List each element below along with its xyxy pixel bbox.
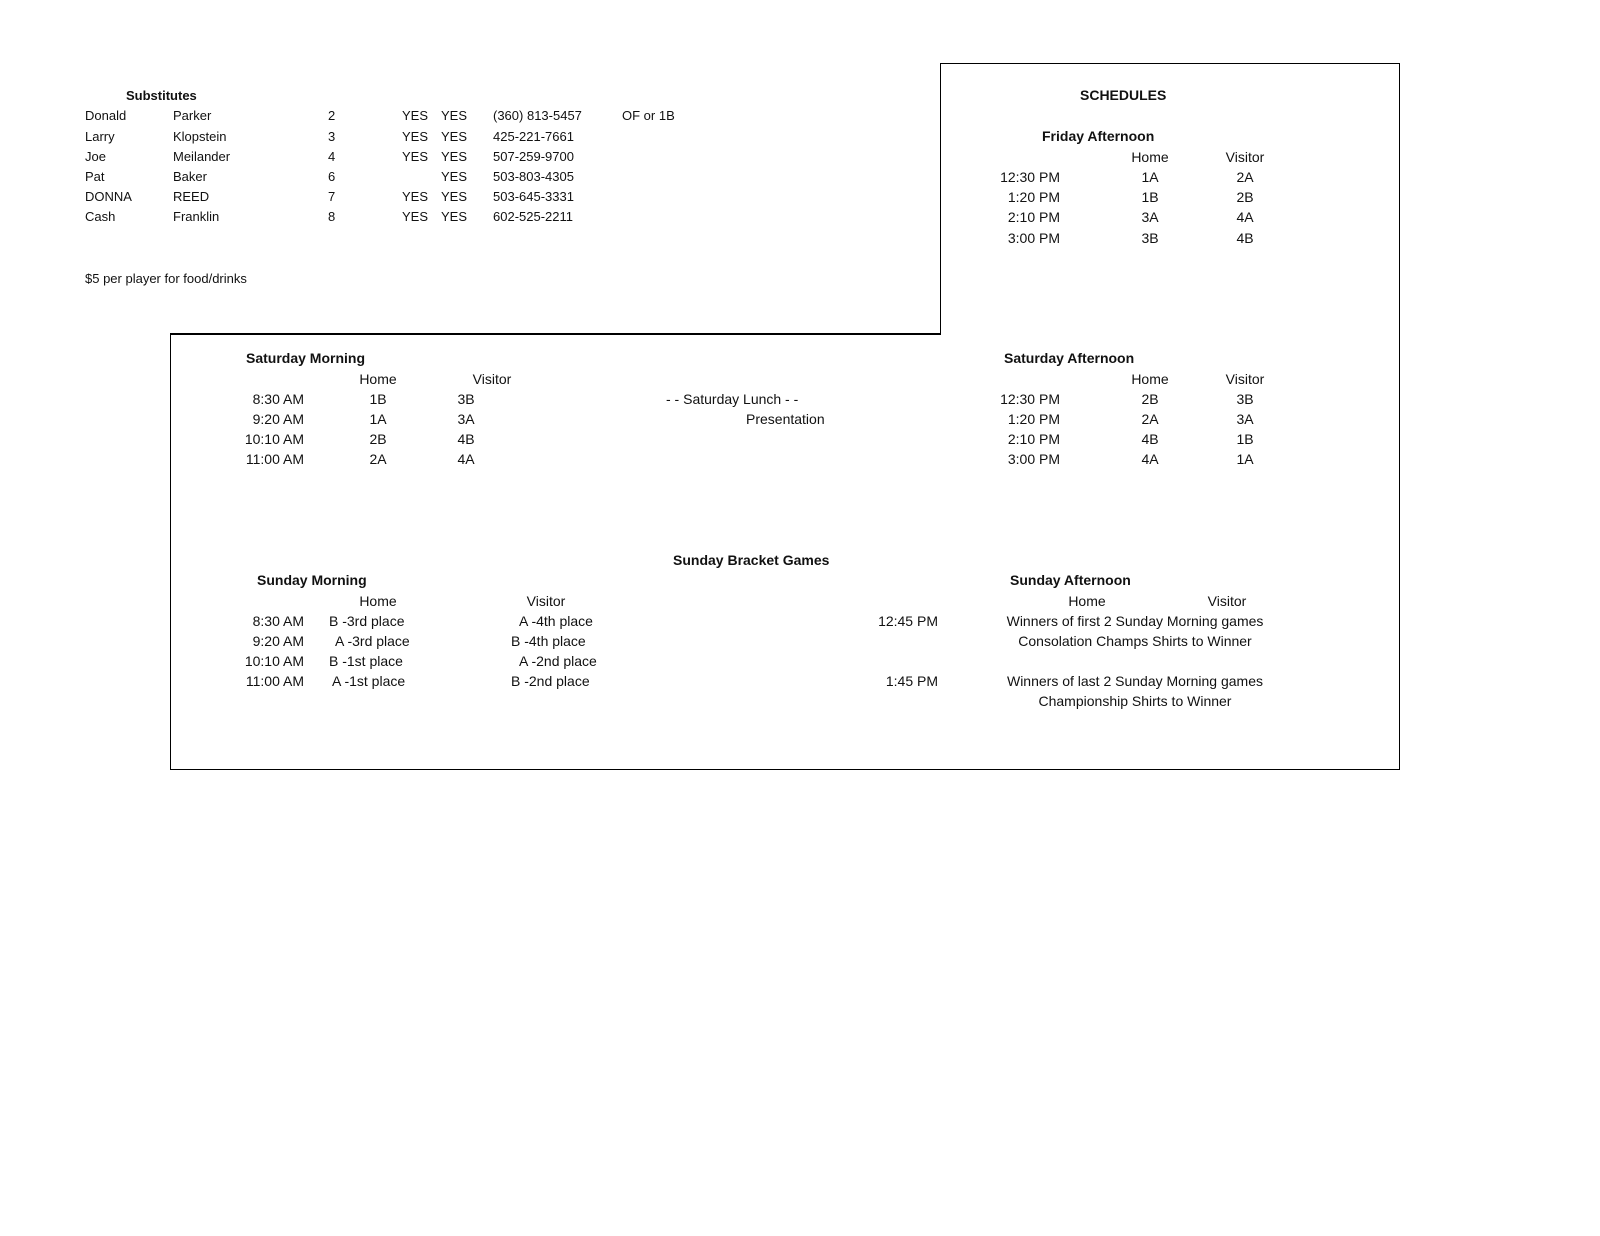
home-team: B -3rd place <box>329 613 405 629</box>
home-team: 1B <box>369 391 387 407</box>
sub-phone: 503-803-4305 <box>493 169 574 184</box>
home-column-header: Home <box>1131 149 1169 165</box>
visitor-column-header: Visitor <box>1207 593 1247 609</box>
visitor-column-header: Visitor <box>526 593 566 609</box>
sub-number: 2 <box>328 108 336 123</box>
sub-col-2: YES <box>441 189 468 204</box>
visitor-column-header: Visitor <box>1225 371 1265 387</box>
game-time: 12:30 PM <box>1000 391 1060 407</box>
sub-phone: 602-525-2211 <box>493 209 573 224</box>
game-time: 12:30 PM <box>1000 169 1060 185</box>
visitor-team: 2B <box>1236 189 1254 205</box>
visitor-team: A -4th place <box>519 613 593 629</box>
sub-col-1: YES <box>402 149 429 164</box>
sub-col-2: YES <box>441 209 468 224</box>
sub-col-2: YES <box>441 149 468 164</box>
home-team: 2B <box>369 431 387 447</box>
sub-last-name: REED <box>173 189 210 204</box>
sunday-morning-title: Sunday Morning <box>257 572 367 588</box>
saturday-lunch-presentation: Presentation <box>746 411 825 427</box>
sub-first-name: DONNA <box>85 189 132 204</box>
game-time: 9:20 AM <box>252 411 304 427</box>
visitor-team: B -2nd place <box>511 673 590 689</box>
home-column-header: Home <box>359 593 397 609</box>
sub-col-2: YES <box>441 108 468 123</box>
game-time: 10:10 AM <box>244 431 304 447</box>
sunday-afternoon-title: Sunday Afternoon <box>1010 572 1131 588</box>
matchup-description: Winners of last 2 Sunday Morning games <box>1006 673 1263 689</box>
sub-first-name: Pat <box>85 169 105 184</box>
saturday-afternoon-title: Saturday Afternoon <box>1004 350 1135 366</box>
sub-phone: 425-221-7661 <box>493 129 574 144</box>
home-team: B -1st place <box>329 653 403 669</box>
sub-first-name: Larry <box>85 129 115 144</box>
home-column-header: Home <box>1131 371 1169 387</box>
sub-last-name: Franklin <box>173 209 220 224</box>
schedules-box-divider <box>170 333 941 335</box>
sub-phone: 503-645-3331 <box>493 189 574 204</box>
sub-col-1: YES <box>402 108 429 123</box>
home-team: 1B <box>1141 189 1159 205</box>
game-time: 1:20 PM <box>1007 189 1060 205</box>
sub-last-name: Parker <box>173 108 212 123</box>
game-time: 2:10 PM <box>1007 431 1060 447</box>
sub-number: 6 <box>328 169 336 184</box>
saturday-lunch-label: - - Saturday Lunch - - <box>666 391 799 407</box>
home-team: 1A <box>1141 169 1159 185</box>
sub-position: OF or 1B <box>622 108 675 123</box>
home-team: A -3rd place <box>335 633 410 649</box>
visitor-team: 4B <box>1236 230 1254 246</box>
sub-last-name: Klopstein <box>173 129 227 144</box>
sub-col-2: YES <box>441 169 468 184</box>
game-time: 3:00 PM <box>1007 230 1060 246</box>
game-time: 1:45 PM <box>885 673 938 689</box>
home-team: 4A <box>1141 451 1159 467</box>
home-team: 2A <box>369 451 387 467</box>
food-note: $5 per player for food/drinks <box>85 271 247 286</box>
friday-afternoon-title: Friday Afternoon <box>1042 128 1155 144</box>
home-team: 4B <box>1141 431 1159 447</box>
game-time: 11:00 AM <box>245 673 304 689</box>
visitor-team: 4A <box>1236 209 1254 225</box>
substitutes-heading: Substitutes <box>126 88 197 103</box>
game-time: 12:45 PM <box>878 613 938 629</box>
game-time: 8:30 AM <box>252 613 304 629</box>
sub-col-2: YES <box>441 129 468 144</box>
game-time: 11:00 AM <box>245 451 304 467</box>
game-time: 9:20 AM <box>252 633 304 649</box>
matchup-description: Winners of first 2 Sunday Morning games <box>1006 613 1264 629</box>
sub-number: 7 <box>328 189 336 204</box>
sub-first-name: Donald <box>85 108 127 123</box>
visitor-team: 3B <box>457 391 475 407</box>
sub-first-name: Cash <box>85 209 116 224</box>
home-team: 2A <box>1141 411 1159 427</box>
home-team: 1A <box>369 411 387 427</box>
home-column-header: Home <box>359 371 397 387</box>
game-time: 2:10 PM <box>1007 209 1060 225</box>
prize-description: Consolation Champs Shirts to Winner <box>1018 633 1252 649</box>
sunday-bracket-title: Sunday Bracket Games <box>673 552 830 568</box>
visitor-column-header: Visitor <box>472 371 512 387</box>
prize-description: Championship Shirts to Winner <box>1038 693 1232 709</box>
visitor-team: 1B <box>1236 431 1254 447</box>
game-time: 8:30 AM <box>252 391 304 407</box>
schedules-title: SCHEDULES <box>1080 87 1167 103</box>
saturday-morning-title: Saturday Morning <box>246 350 366 366</box>
visitor-team: B -4th place <box>511 633 586 649</box>
sub-last-name: Baker <box>173 169 207 184</box>
game-time: 10:10 AM <box>244 653 304 669</box>
game-time: 1:20 PM <box>1007 411 1060 427</box>
home-column-header: Home <box>1068 593 1106 609</box>
sub-last-name: Meilander <box>173 149 231 164</box>
game-time: 3:00 PM <box>1007 451 1060 467</box>
visitor-team: 3B <box>1236 391 1254 407</box>
home-team: 3A <box>1141 209 1159 225</box>
sub-col-1: YES <box>402 189 429 204</box>
sub-phone: (360) 813-5457 <box>493 108 582 123</box>
home-team: 2B <box>1141 391 1159 407</box>
sub-number: 3 <box>328 129 336 144</box>
visitor-team: 3A <box>1236 411 1254 427</box>
visitor-team: 2A <box>1236 169 1254 185</box>
sub-first-name: Joe <box>85 149 106 164</box>
sub-number: 8 <box>328 209 336 224</box>
sub-phone: 507-259-9700 <box>493 149 574 164</box>
visitor-team: 1A <box>1236 451 1254 467</box>
visitor-team: 4B <box>457 431 475 447</box>
sub-number: 4 <box>328 149 336 164</box>
visitor-column-header: Visitor <box>1225 149 1265 165</box>
home-team: 3B <box>1141 230 1159 246</box>
home-team: A -1st place <box>332 673 406 689</box>
sub-col-1: YES <box>402 129 429 144</box>
visitor-team: 4A <box>457 451 475 467</box>
visitor-team: 3A <box>457 411 475 427</box>
sub-col-1: YES <box>402 209 429 224</box>
visitor-team: A -2nd place <box>519 653 597 669</box>
